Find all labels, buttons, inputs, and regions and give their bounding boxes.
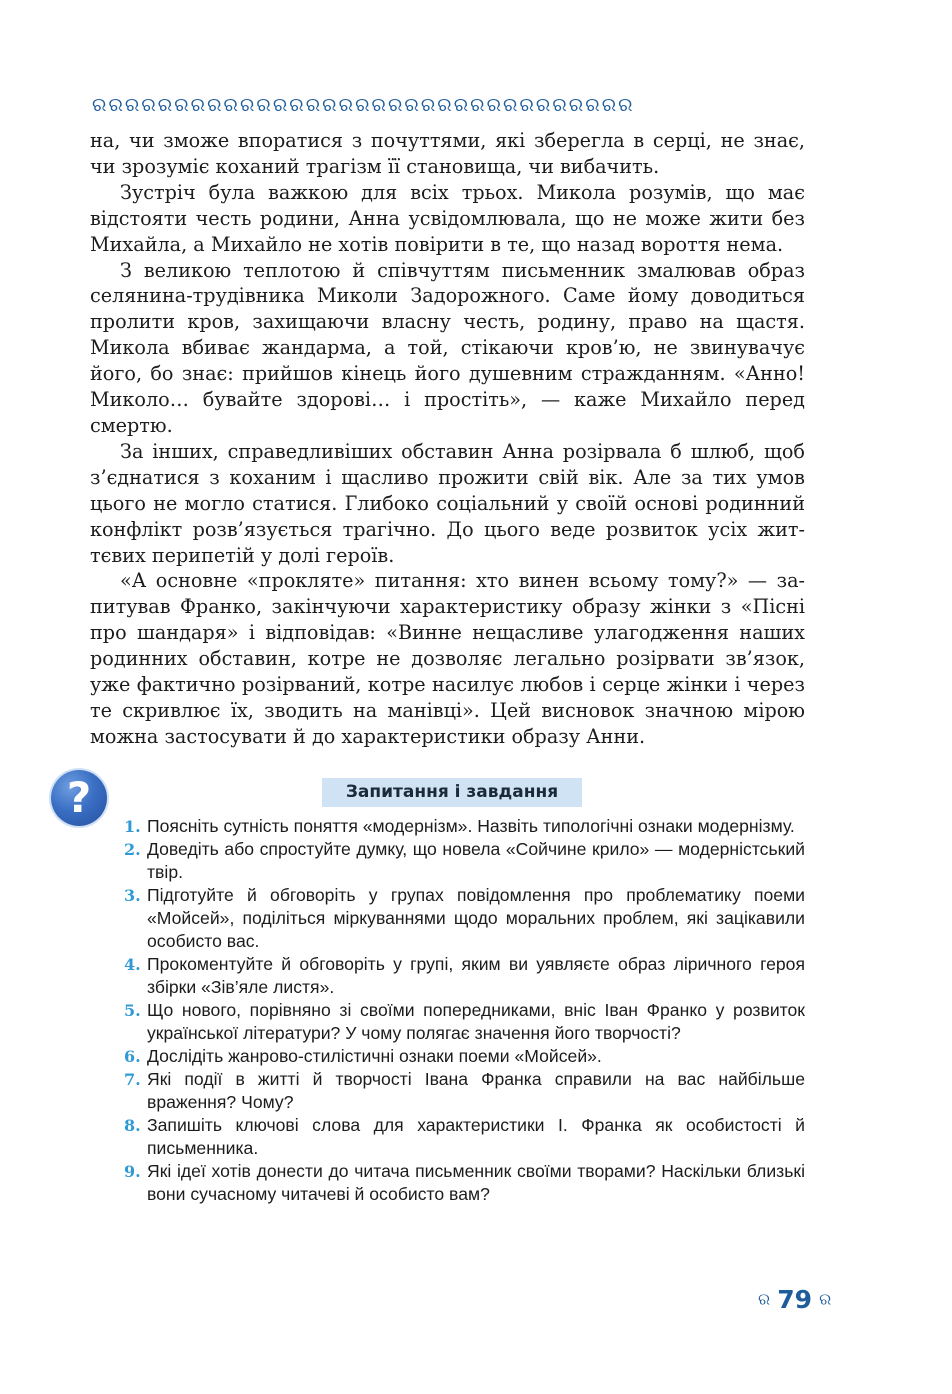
section-title: Запитання і завдання	[322, 778, 582, 807]
question-number: 1.	[124, 817, 141, 836]
ornament-left-icon: ର	[758, 1289, 771, 1309]
question-number: 6.	[124, 1047, 141, 1066]
question-text: Підготуйте й обговоріть у групах повідомлення про проблематику поеми «Мойсей», поділіться міркуваннями щодо моральних проблем, які зацікавили особисто вас.	[147, 885, 805, 951]
question-mark-icon: ?	[51, 770, 107, 826]
question-text: Дослідіть жанрово-стилістичні ознаки поеми «Мойсей».	[147, 1046, 602, 1066]
question-text: Запишіть ключові слова для характеристики І. Франка як особистості й письменника.	[147, 1115, 805, 1158]
question-text: Що нового, порівняно зі своїми попередниками, вніс Іван Франко у розвиток української літератури? У чому полягає значення його творчості?	[147, 1000, 805, 1043]
question-number: 5.	[124, 1001, 141, 1020]
main-text	[90, 128, 805, 750]
question-text: Прокоментуйте й обговоріть у групі, яким ви уявляєте образ ліричного героя збірки «Зів’яле листя».	[147, 954, 805, 997]
ornament-pattern: ର ର ର ର ର ର ର ର ର ର ର ର ର ର ର ର ର ର ର ର ର ର ର ର ର ର ର ର ର ର ର ର ର	[92, 94, 631, 116]
paragraph: «А основне «прокляте» питання: хто винен всьому тому?» — запитував Франко, закінчуючи характеристику образу жінки з «Пісні про шандаря» і відповідав: «Винне нещасливе улагодження наших родинних обставин, котре не дозволяє легально розірвати зв’язок, уже фактично розірваний, котре насилує любов і серце жінки і через те скривлює їх, зводить на манівці». Цей висновок значною мірою можна застосувати й до характеристики образу Анни.	[90, 569, 805, 748]
paragraph: Зустріч була важкою для всіх трьох. Микола розумів, що має відстояти честь родини, Анна усвідомлювала, що не може жити без Михайла, а Михайло не хотів повірити в те, що назад вороття нема.	[90, 180, 805, 256]
question-number: 3.	[124, 886, 141, 905]
question-item	[124, 884, 805, 953]
question-number: 9.	[124, 1162, 141, 1181]
question-item	[124, 1114, 805, 1160]
question-text: Які події в житті й творчості Івана Франка справили на вас найбільше враження? Чому?	[147, 1069, 805, 1112]
question-text: Доведіть або спростуйте думку, що новела «Сойчине крило» — модерністський твір.	[147, 839, 805, 882]
question-text: Які ідеї хотів донести до читача письменник своїми творами? Наскільки близькі вони сучасному читачеві й особисто вам?	[147, 1161, 805, 1204]
paragraph: За інших, справедливіших обставин Анна розірвала б шлюб, щоб з’єднатися з коханим і щасливо прожити свій вік. Але за тих умов цього не могло статися. Глибоко соціальний у своїй основі родинний конфлікт розв’язується трагічно. До цього веде розвиток усіх життєвих перипетій у долі героїв.	[90, 439, 805, 567]
question-item	[124, 1160, 805, 1206]
header-ornament	[92, 92, 880, 118]
question-number: 4.	[124, 955, 141, 974]
question-item	[124, 999, 805, 1045]
ornament-right-icon: ର	[819, 1289, 832, 1309]
question-item	[124, 838, 805, 884]
page-number-block	[758, 1285, 858, 1319]
questions-list	[124, 815, 805, 1206]
question-number: 7.	[124, 1070, 141, 1089]
question-item	[124, 815, 805, 838]
question-item	[124, 1045, 805, 1068]
question-text: Поясніть сутність поняття «модернізм». Назвіть типологічні ознаки модернізму.	[147, 816, 795, 836]
paragraph: З великою теплотою й співчуттям письменник змалював образ селянина-трудівника Миколи Задорожного. Саме йому доводиться пролити кров, захищаючи власну честь, родину, право на щастя. Микола вбиває жандарма, а той, стікаючи кров’ю, не звинувачує його, бо знає: прийшов кінець його душевним стражданням. «Анно! Миколо… бувайте здорові… і простіть», — каже Михайло перед смертю.	[90, 258, 805, 437]
question-number: 2.	[124, 840, 141, 859]
question-item	[124, 953, 805, 999]
paragraph: на, чи зможе впоратися з почуттями, які зберегла в серці, не знає, чи зрозуміє коханий трагізм її становища, чи вибачить.	[90, 129, 805, 178]
question-item	[124, 1068, 805, 1114]
question-number: 8.	[124, 1116, 141, 1135]
page-number: 79	[777, 1285, 813, 1314]
